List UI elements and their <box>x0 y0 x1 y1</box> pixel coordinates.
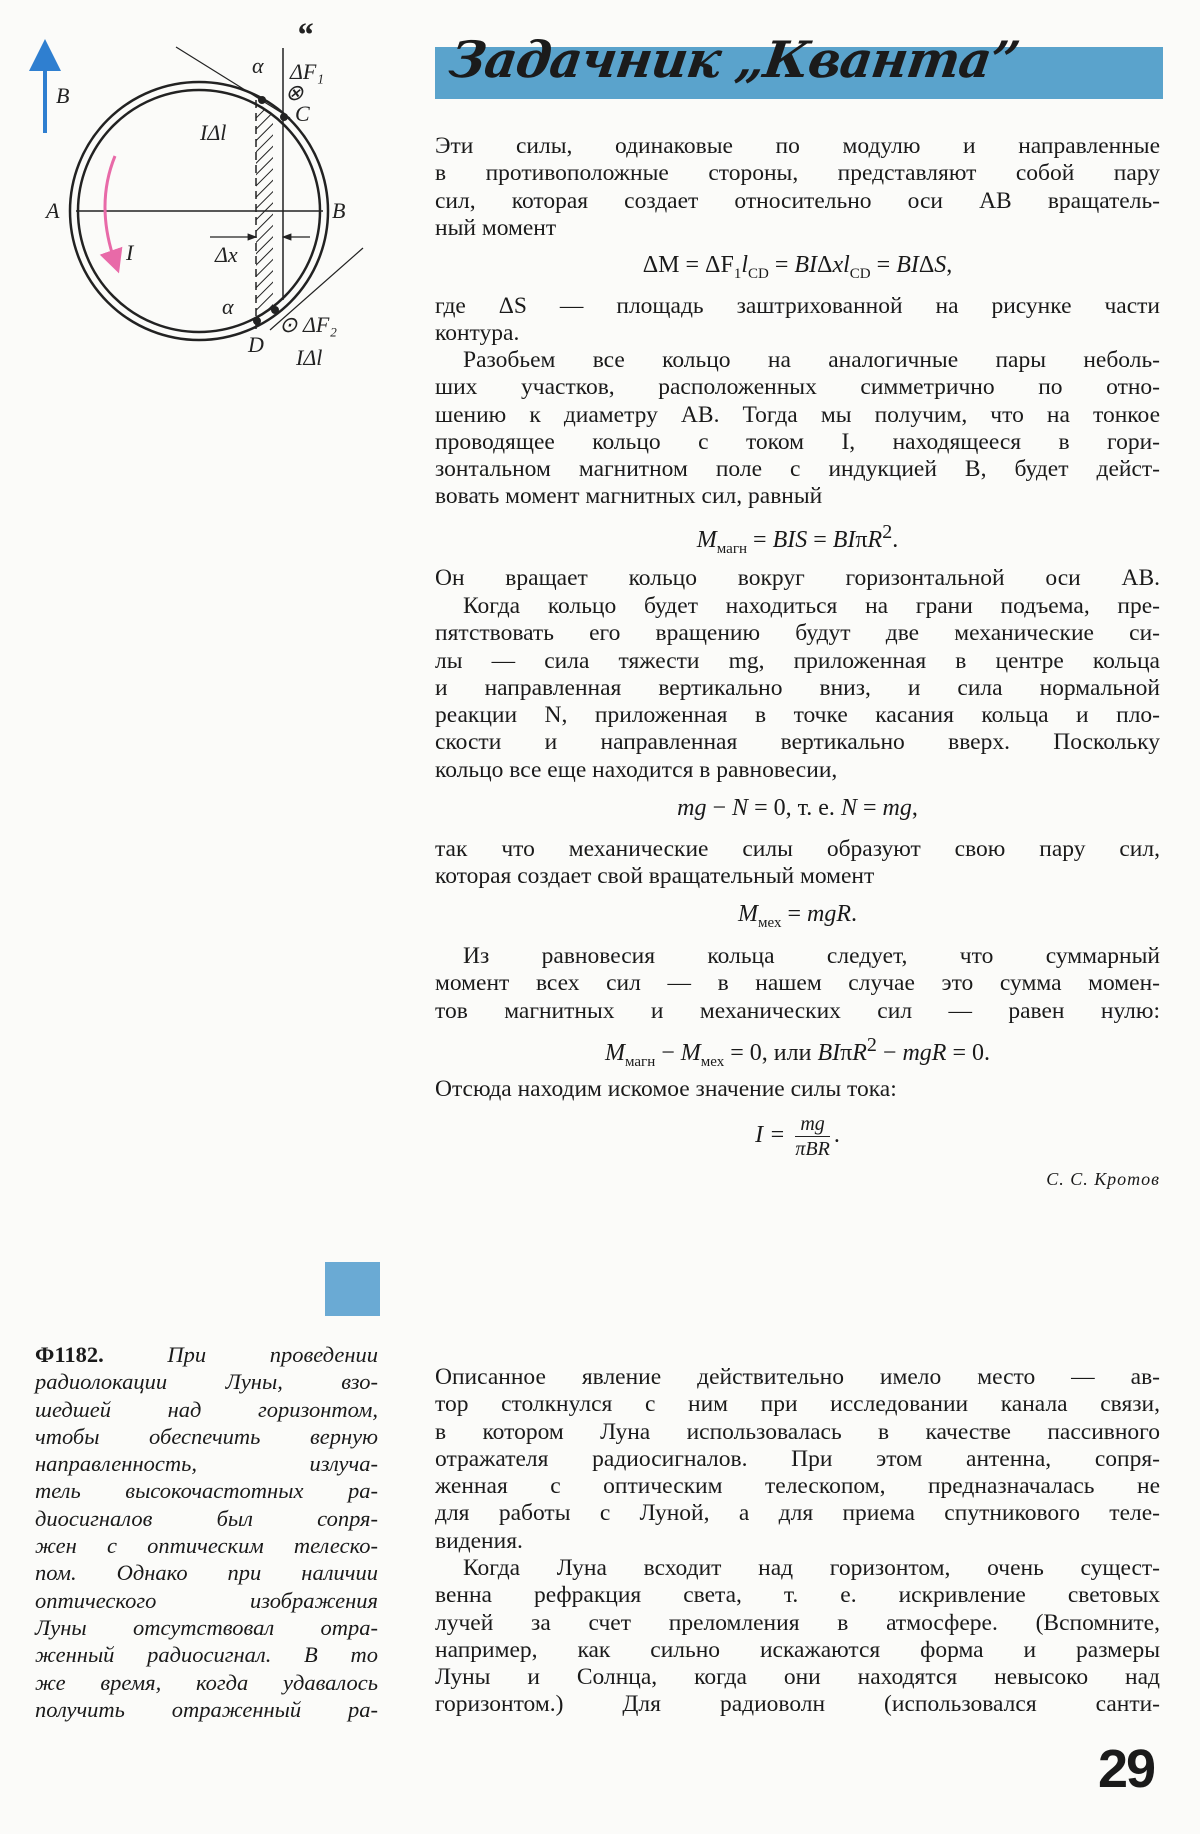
paragraph <box>435 943 1160 1025</box>
paragraph <box>435 1555 1160 1719</box>
formula-dm: $\Delta M = \Delta F_1l_{CD} = BI\Delta xl_{CD} = BI\Delta S$, <box>642 252 953 282</box>
text-line: видения. <box>435 1527 523 1554</box>
page-number: 29 <box>1098 1739 1155 1799</box>
text-line: женный радиосигнал. В то <box>35 1642 378 1668</box>
text-line: же время, когда удавалось <box>35 1669 378 1695</box>
text-line: тов магнитных и механических сил — равен нулю: <box>435 997 1160 1024</box>
text-line: женная с оптическим телескопом, предназначалась не <box>435 1473 1160 1500</box>
label-c: C <box>295 101 310 126</box>
paragraph <box>435 565 1160 592</box>
quote-mark: “ <box>296 17 313 54</box>
problem-statement <box>35 1341 378 1723</box>
text-line: Когда кольцо будет находиться на грани подъема, пре- <box>463 593 1160 619</box>
text-line: реакции N, приложенная в точке касания кольца и пло- <box>435 702 1160 729</box>
text-line: венна рефракция света, т. е. искривление световых <box>435 1582 1160 1609</box>
text-line: ших участков, расположенных симметрично по отно- <box>435 374 1160 401</box>
current-arrow-icon <box>105 156 115 262</box>
paragraph <box>435 293 1160 348</box>
label-df1: ΔF₁ <box>290 59 324 84</box>
text-line: Луны отсутствовал отра- <box>35 1614 378 1640</box>
cross-icon: ⊗ <box>285 80 304 105</box>
label-idl-bottom: IΔl <box>296 345 323 370</box>
text-segment: При проведении <box>167 1342 378 1367</box>
label-d: D <box>248 332 264 357</box>
formula-balance: $M_{магн} - M_{мех} = 0$, или BIπR$^2$ − mgR = 0. <box>605 1034 990 1070</box>
text-line: лы — сила тяжести mg, приложенная в центре кольца <box>435 647 1160 674</box>
text-line: Отсюда находим искомое значение силы тока: <box>435 1076 897 1102</box>
label-alpha-top: α <box>252 53 264 78</box>
formula-m-mech: $M_{мех}$ = mgR. <box>738 901 857 931</box>
text-line: Он вращает кольцо вокруг горизонтальной оси AB. <box>435 565 1160 591</box>
paragraph <box>435 133 1160 242</box>
text-line: ный момент <box>435 214 557 241</box>
text-line: чтобы обеспечить верную <box>35 1423 378 1449</box>
label-alpha-bottom: α <box>222 294 234 319</box>
text-line: в котором Луна использовалась в качестве пассивного <box>435 1418 1160 1445</box>
paragraph <box>435 347 1160 511</box>
text-line: Луны и Солнца, когда они находятся невысоко над <box>435 1664 1160 1691</box>
paragraph <box>435 593 1160 784</box>
text-line: радиолокации Луны, взо- <box>35 1369 378 1395</box>
problem-id: Ф1182. <box>35 1342 104 1367</box>
dot-icon: ⊙ <box>279 312 298 337</box>
text-line: Когда Луна всходит над горизонтом, очень сущест- <box>463 1555 1160 1581</box>
text-line: Из равновесия кольца следует, что суммарный <box>463 943 1160 969</box>
text-line: отражателя радиосигналов. При этом антенна, сопря- <box>435 1445 1160 1472</box>
label-field-b: B <box>56 83 70 108</box>
formula-m-magn: $M_{магн}$ = BIS = BIπR$^2$. <box>696 521 899 557</box>
hatched-strip <box>256 80 273 340</box>
text-line: лучей за счет преломления в атмосфере. (Вспомните, <box>435 1609 1160 1636</box>
label-dx: Δx <box>215 242 238 267</box>
text-line: горизонтом.) Для радиоволн (использовался санти- <box>435 1691 1160 1718</box>
text-line: зонтальном магнитном поле с индукцией B, будет дейст- <box>435 456 1160 483</box>
text-line: пом. Однако при наличии <box>35 1560 378 1586</box>
label-a: A <box>46 198 60 223</box>
text-line: тор столкнулся с ним при исследовании канала связи, <box>435 1391 1160 1418</box>
text-line: момент всех сил — в нашем случае это сумма момен- <box>435 970 1160 997</box>
text-line: тель высокочастотных ра- <box>35 1478 378 1504</box>
text-line: Разобьем все кольцо на аналогичные пары неболь- <box>463 347 1160 373</box>
text-line: контура. <box>435 320 520 347</box>
text-line: в противоположные стороны, представляют собой пару <box>435 160 1160 187</box>
text-line <box>35 1341 378 1368</box>
text-line: скости и направленная вертикально вверх. Поскольку <box>435 729 1160 756</box>
text-line: диосигналов был сопря- <box>35 1505 378 1531</box>
author-signature: С. С. Кротов <box>1046 1169 1160 1189</box>
label-df2: ΔF₂ <box>303 312 337 337</box>
text-line: шению к диаметру AB. Тогда мы получим, что на тонкое <box>435 401 1160 428</box>
label-current: I <box>126 240 134 265</box>
paragraph <box>435 1076 1160 1103</box>
text-line: жен с оптическим телеско- <box>35 1533 378 1559</box>
text-line: получить отраженный ра- <box>35 1696 378 1722</box>
text-line: например, как сильно искажаются форма и размеры <box>435 1636 1160 1663</box>
ring-diagram <box>0 0 400 380</box>
fraction: $\frac{mg}{\text{πBR}}$ <box>795 1113 830 1160</box>
text-line: проводящее кольцо с током I, находящееся в гори- <box>435 428 1160 455</box>
formula-current: I = $\frac{mg}{\text{πBR}}$ . <box>755 1113 840 1160</box>
text-line: направленность, излуча- <box>35 1451 378 1477</box>
section-marker-square <box>325 1262 380 1316</box>
text-line: Эти силы, одинаковые по модулю и направленные <box>435 133 1160 159</box>
text-line: так что механические силы образуют свою пару сил, <box>435 836 1160 862</box>
text-line: для работы с Луной, а для приема спутникового теле- <box>435 1500 1160 1527</box>
text-line: которая создает свой вращательный момент <box>435 863 875 890</box>
text-line: оптического изображения <box>35 1587 378 1613</box>
section-title: Задачник „Кванта” <box>445 30 1023 89</box>
text-line: кольцо все еще находится в равновесии, <box>435 756 838 783</box>
text-line: где ΔS — площадь заштрихованной на рисунке части <box>435 293 1160 319</box>
formula-equilibrium: mg − N = 0, т. е. N = mg, <box>677 795 918 821</box>
paragraph <box>435 836 1160 891</box>
text-line: вовать момент магнитных сил, равный <box>435 483 823 510</box>
text-line: шедшей над горизонтом, <box>35 1396 378 1422</box>
paragraph <box>435 1364 1160 1555</box>
label-b: B <box>332 198 346 223</box>
text-line: Описанное явление действительно имело место — ав- <box>435 1364 1160 1390</box>
text-line: сил, которая создает относительно оси AB вращатель- <box>435 187 1160 214</box>
label-idl-top: IΔl <box>200 120 227 145</box>
text-line: и направленная вертикально вниз, и сила нормальной <box>435 674 1160 701</box>
text-line: пятствовать его вращению будут две механические си- <box>435 620 1160 647</box>
